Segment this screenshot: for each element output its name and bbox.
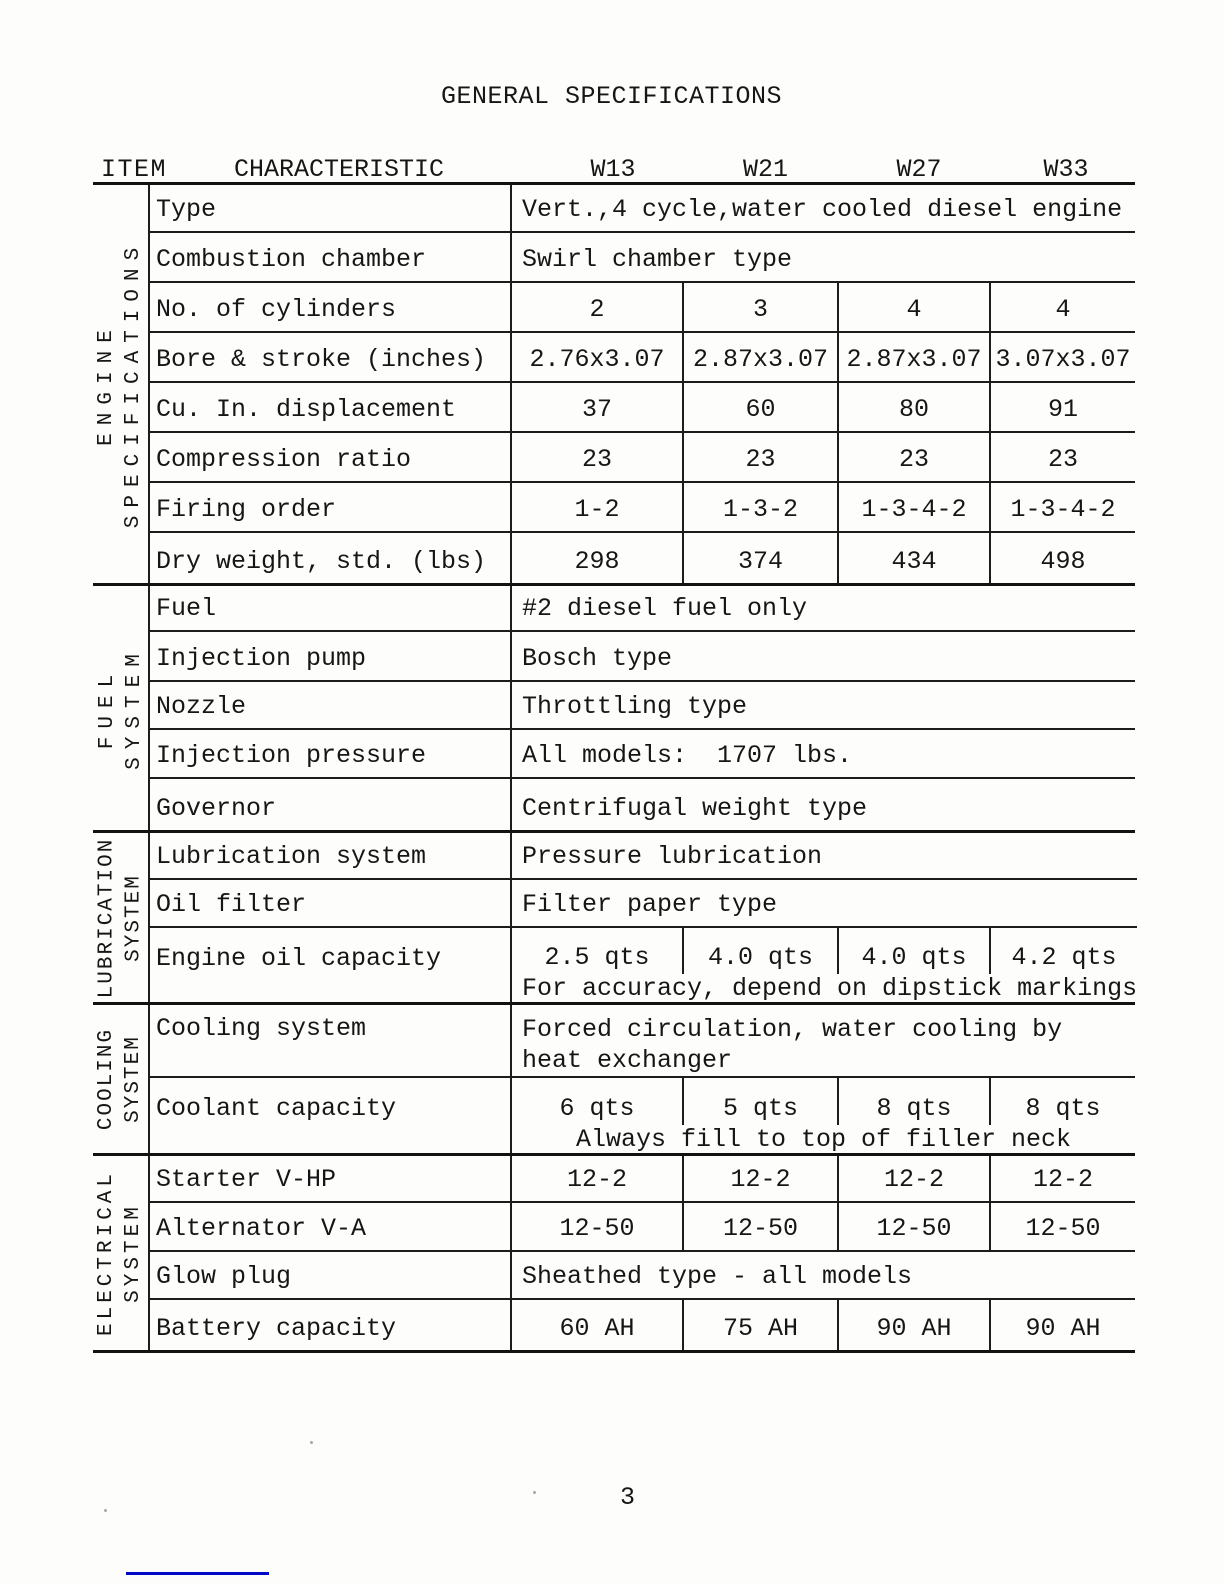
row-label: Glow plug — [150, 1252, 512, 1298]
model-value-cell: 3.07x3.07 — [989, 333, 1135, 381]
page-number: 3 — [620, 1483, 636, 1512]
table-row — [150, 1203, 1135, 1252]
row-label: Engine oil capacity — [150, 928, 512, 1002]
table-row — [150, 333, 1135, 383]
table-row — [150, 880, 1137, 928]
row-label: No. of cylinders — [150, 283, 512, 331]
model-value-cell: 4.2 qts — [989, 928, 1137, 974]
footer-blue-line — [126, 1572, 269, 1575]
model-value-cell: 4.0 qts — [837, 928, 989, 974]
table-row — [150, 1156, 1135, 1203]
row-value-line: heat exchanger — [522, 1046, 733, 1075]
section-label-line: SYSTEM — [122, 1203, 146, 1303]
section-engine-specifications — [93, 185, 1135, 586]
model-value-cell: 3 — [682, 283, 837, 331]
model-value-cell: 434 — [837, 533, 989, 583]
table-row — [150, 730, 1135, 779]
table-row — [150, 383, 1135, 433]
column-header-item: ITEM — [101, 155, 168, 184]
model-value-cell: 4 — [837, 283, 989, 331]
model-value-cell: 60 AH — [559, 1314, 635, 1343]
row-label: Combustion chamber — [150, 233, 512, 281]
row-value: Throttling type — [522, 692, 748, 721]
model-value-cell: 1-3-4-2 — [989, 483, 1135, 531]
table-row — [150, 185, 1135, 233]
table-row — [150, 833, 1137, 880]
model-value-cell: 2 — [589, 295, 605, 324]
table-row — [150, 533, 1135, 583]
table-row — [150, 682, 1135, 730]
column-header-model-w27: W27 — [896, 155, 942, 184]
row-label: Fuel — [150, 586, 512, 630]
model-value-cell: 23 — [837, 433, 989, 481]
model-value-cell: 90 AH — [989, 1300, 1135, 1350]
section-label — [93, 833, 150, 1002]
section-lubrication-system — [93, 833, 1138, 1005]
row-value: All models: 1707 lbs. — [522, 741, 853, 770]
section-label — [93, 1005, 150, 1153]
section-label — [93, 586, 150, 830]
section-label-line: SYSTEM — [122, 1035, 146, 1123]
table-row — [150, 586, 1135, 632]
row-value-line: Forced circulation, water cooling by — [522, 1015, 1063, 1044]
model-value-cell: 12-2 — [566, 1165, 627, 1194]
model-value-cell: 2.87x3.07 — [837, 333, 989, 381]
model-value-cell: 12-2 — [837, 1156, 989, 1201]
section-electrical-system — [93, 1156, 1135, 1353]
section-label-line: SYSTEM — [122, 873, 146, 962]
model-value-cell: 1-3-2 — [682, 483, 837, 531]
column-header-model-w13: W13 — [590, 155, 636, 184]
table-row — [150, 483, 1135, 533]
row-label: Cu. In. displacement — [150, 383, 512, 431]
scan-speck — [533, 1491, 536, 1494]
row-label: Type — [150, 185, 512, 231]
model-value-cell: 298 — [574, 547, 620, 576]
table-row — [150, 779, 1135, 830]
model-value-cell: 12-50 — [559, 1214, 635, 1243]
table-row — [150, 283, 1135, 333]
model-value-cell: 23 — [989, 433, 1135, 481]
row-label: Injection pressure — [150, 730, 512, 777]
model-value-cell: 4.0 qts — [682, 928, 837, 974]
row-label: Lubrication system — [150, 833, 512, 878]
section-label-line: COOLING — [95, 1027, 119, 1131]
model-value-cell: 12-2 — [682, 1156, 837, 1201]
row-value: Bosch type — [522, 644, 673, 673]
row-label: Oil filter — [150, 880, 512, 926]
row-value: Centrifugal weight type — [522, 794, 868, 823]
table-row — [150, 1078, 1135, 1153]
section-label-line: ENGINE — [95, 322, 119, 446]
model-value-cell: 12-2 — [989, 1156, 1135, 1201]
model-value-cell: 75 AH — [682, 1300, 837, 1350]
model-value-cell: 8 qts — [837, 1078, 989, 1125]
model-value-cell: 37 — [581, 395, 612, 424]
section-label-line: FUEL — [95, 666, 119, 750]
section-label — [93, 1156, 150, 1350]
row-value: Swirl chamber type — [522, 245, 793, 274]
model-value-cell: 498 — [989, 533, 1135, 583]
model-value-cell: 1-3-4-2 — [837, 483, 989, 531]
model-value-cell: 2.5 qts — [544, 943, 650, 972]
table-row — [150, 1252, 1135, 1300]
spec-table — [93, 182, 1138, 1353]
column-header-model-w33: W33 — [1043, 155, 1089, 184]
row-label: Alternator V-A — [150, 1203, 512, 1250]
model-value-cell: 91 — [989, 383, 1135, 431]
row-note: Always fill to top of filler neck — [575, 1125, 1072, 1154]
model-value-cell: 4 — [989, 283, 1135, 331]
row-label: Bore & stroke (inches) — [150, 333, 512, 381]
model-value-cell: 90 AH — [837, 1300, 989, 1350]
model-value-cell: 12-50 — [682, 1203, 837, 1250]
row-value: #2 diesel fuel only — [522, 594, 808, 623]
row-label: Dry weight, std. (lbs) — [150, 533, 512, 583]
model-value-cell: 23 — [682, 433, 837, 481]
model-value-cell: 2.76x3.07 — [529, 345, 665, 374]
row-label: Compression ratio — [150, 433, 512, 481]
section-label-line: LUBRICATION — [95, 837, 119, 998]
model-value-cell: 80 — [837, 383, 989, 431]
row-value: Filter paper type — [522, 890, 778, 919]
model-value-cell: 374 — [682, 533, 837, 583]
row-note: For accuracy, depend on dipstick markings — [522, 974, 1138, 1003]
section-label-line: SYSTEM — [122, 646, 146, 770]
table-row — [150, 1300, 1135, 1350]
model-value-cell: 1-2 — [574, 495, 620, 524]
scan-speck — [310, 1441, 313, 1444]
row-label: Cooling system — [150, 1005, 512, 1076]
section-cooling-system — [93, 1005, 1135, 1156]
table-row — [150, 433, 1135, 483]
row-label: Governor — [150, 779, 512, 830]
model-value-cell: 12-50 — [989, 1203, 1135, 1250]
table-row — [150, 632, 1135, 682]
section-fuel-system — [93, 586, 1135, 833]
model-value-cell: 8 qts — [989, 1078, 1135, 1125]
table-row — [150, 928, 1137, 1002]
row-label: Nozzle — [150, 682, 512, 728]
row-value: Pressure lubrication — [522, 842, 823, 871]
section-label — [93, 185, 150, 583]
row-label: Battery capacity — [150, 1300, 512, 1350]
page-title: GENERAL SPECIFICATIONS — [441, 82, 783, 111]
row-label: Injection pump — [150, 632, 512, 680]
row-value: Sheathed type - all models — [522, 1262, 913, 1291]
scan-speck — [104, 1509, 107, 1512]
row-label: Firing order — [150, 483, 512, 531]
table-row — [150, 233, 1135, 283]
model-value-cell: 5 qts — [682, 1078, 837, 1125]
model-value-cell: 6 qts — [559, 1094, 635, 1123]
model-value-cell: 2.87x3.07 — [682, 333, 837, 381]
model-value-cell: 60 — [682, 383, 837, 431]
section-label-line: ELECTRICAL — [95, 1169, 119, 1337]
column-header-model-w21: W21 — [742, 155, 788, 184]
table-row — [150, 1005, 1135, 1078]
model-value-cell: 23 — [581, 445, 612, 474]
row-label: Starter V-HP — [150, 1156, 512, 1201]
section-label-line: SPECIFICATIONS — [122, 239, 146, 529]
row-label: Coolant capacity — [150, 1078, 512, 1153]
model-value-cell: 12-50 — [837, 1203, 989, 1250]
column-header-characteristic: CHARACTERISTIC — [234, 155, 445, 184]
row-value: Vert.,4 cycle,water cooled diesel engine — [522, 195, 1123, 224]
